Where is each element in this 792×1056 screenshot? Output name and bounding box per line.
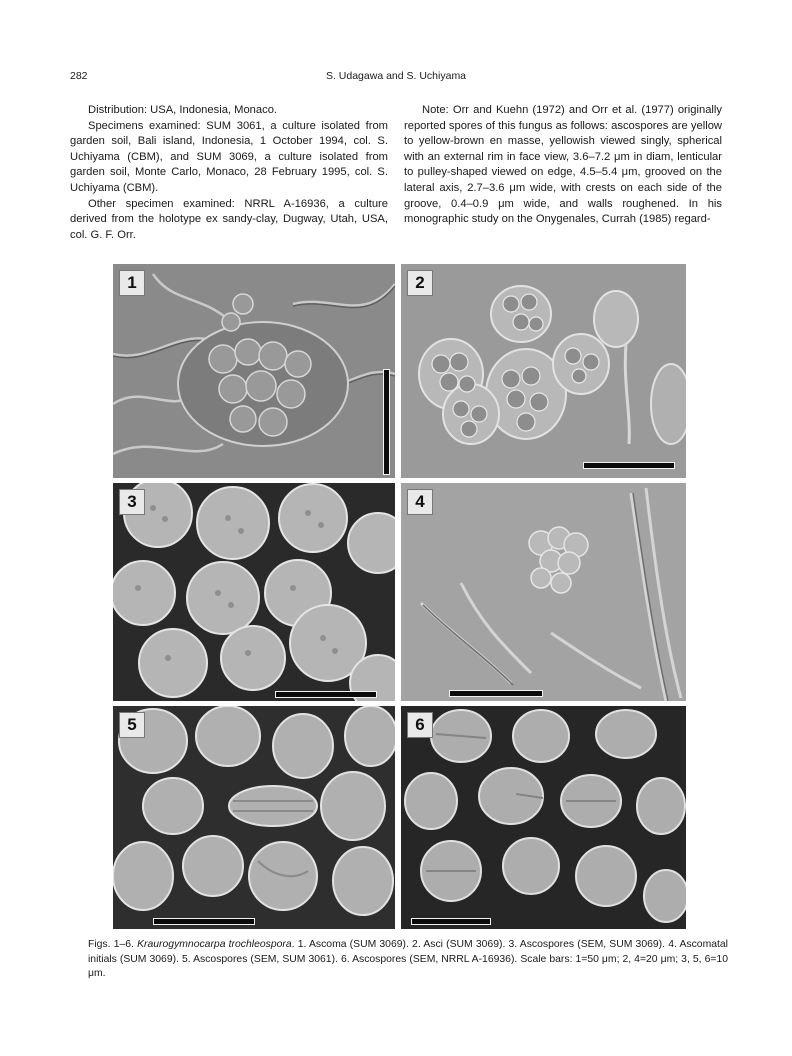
panel-1-ascoma [113,264,395,478]
caption-figs-prefix: Figs. 1–6. [88,939,134,950]
panel-5-ascospores-sem [113,706,395,929]
paragraph-specimens-examined: Specimens examined: SUM 3061, a culture isolated from garden soil, Bali island, Indonesia, 1 October 1994, col. S. Uchiyama (CBM), and SUM 3069, a culture isolated from garden soil, Monte Carlo, Monaco, 28 February 1995, col. S. Uchiyama (CBM). [70,119,388,194]
panel-6-image [401,706,686,929]
panel-2-image [401,264,686,478]
panel-5-scale-bar [153,918,255,925]
left-column [70,103,388,243]
panel-2-asci [401,264,686,478]
panel-3-scale-bar [275,691,377,698]
panel-6-label: 6 [407,712,433,738]
caption-species-name: Kraurogymnocarpa trochleospora [137,939,292,950]
paragraph-distribution: Distribution: USA, Indonesia, Monaco. [88,104,278,116]
figure-caption [88,938,728,982]
panel-3-label: 3 [119,489,145,515]
page-header [70,70,722,86]
panel-2-label: 2 [407,270,433,296]
panel-4-scale-bar [449,690,543,697]
running-head: S. Udagawa and S. Uchiyama [325,70,467,82]
paragraph-note: Note: Orr and Kuehn (1972) and Orr et al. (1977) originally reported spores of this fungus as follows: ascospores are yellow to yellow-brown en masse, yellowish viewed singly, spherical with an external rim in face view, 3.6–7.2 μm in diam, lenticular to pulley-shaped viewed on edge, 4.5–5.4 μm, grooved on the lateral axis, 2.7–3.6 μm wide, with crests on each side of the groove, 0.4–0.9 μm wide, and walls roughened. In his monographic study on the Onygenales, Currah (1985) regard- [404,104,722,226]
panel-3-ascospores-sem [113,483,395,701]
panel-3-image [113,483,395,701]
panel-5-label: 5 [119,712,145,738]
paragraph-other-specimen: Other specimen examined: NRRL A-16936, a culture derived from the holotype ex sandy-clay, Dugway, Utah, USA, col. G. F. Orr. [70,197,388,241]
right-column [404,103,722,228]
panel-4-image [401,483,686,701]
panel-6-ascospores-sem [401,706,686,929]
caption-text: . 1. Ascoma (SUM 3069). 2. Asci (SUM 3069). 3. Ascospores (SEM, SUM 3069). 4. Ascomatal initials (SUM 3069). 5. Ascospores (SEM, SUM 3061). 6. Ascospores (SEM, NRRL A-16936). Scale bars: 1=50 μm; 2, 4=20 μm; 3, 5, 6=10 μm. [88,939,728,979]
panel-4-ascomatal-initials [401,483,686,701]
panel-5-image [113,706,395,929]
panel-6-scale-bar [411,918,491,925]
panel-1-label: 1 [119,270,145,296]
panel-1-image [113,264,395,478]
panel-4-label: 4 [407,489,433,515]
panel-1-scale-bar [383,369,390,475]
panel-2-scale-bar [583,462,675,469]
figure-plate [113,264,686,929]
page-number: 282 [70,70,88,82]
